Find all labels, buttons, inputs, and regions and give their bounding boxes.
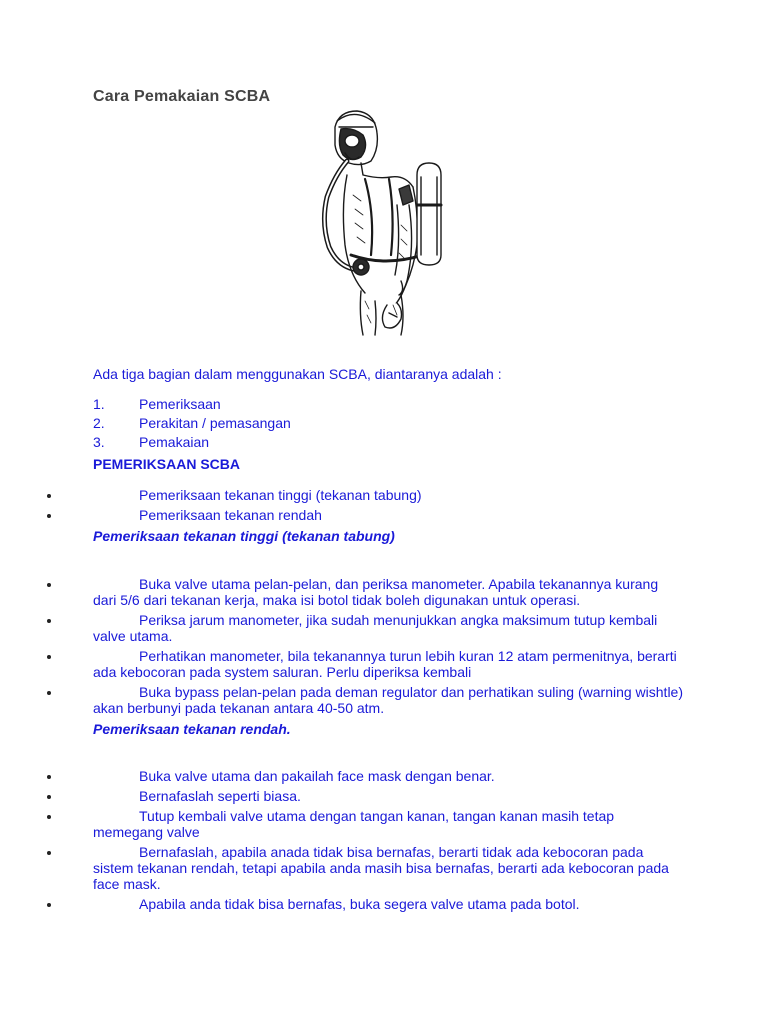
list-item-text: Tutup kembali valve utama dengan tangan kanan, tangan kanan masih tetap memegang valve [93,808,615,840]
bullet-dot-icon [47,583,51,587]
list-item-text: Apabila anda tidak bisa bernafas, buka segera valve utama pada botol. [139,896,580,912]
bullet-dot-icon [47,795,51,799]
overview-bullet-list [93,487,683,527]
list-item [93,896,683,912]
list-item-text: Buka valve utama dan pakailah face mask dengan benar. [139,768,495,784]
list-item [93,434,693,453]
bullet-dot-icon [47,494,51,498]
bullet-dot-icon [47,815,51,819]
list-item-text: Bernafaslah seperti biasa. [139,788,301,804]
list-item [93,844,683,892]
low-pressure-bullet-list [93,768,683,916]
list-item-text: Pemeriksaan [139,396,221,412]
list-item [93,648,683,680]
list-item [93,788,683,804]
bullet-dot-icon [47,514,51,518]
bullet-dot-icon [47,775,51,779]
list-item-text: Pemeriksaan tekanan rendah [139,507,322,523]
subsection-heading-low-pressure: Pemeriksaan tekanan rendah. [93,721,291,737]
list-item [93,576,683,608]
list-item [93,487,683,503]
bullet-dot-icon [47,619,51,623]
bullet-dot-icon [47,655,51,659]
list-item-number: 3. [93,434,105,450]
intro-text: Ada tiga bagian dalam menggunakan SCBA, diantaranya adalah : [93,366,502,382]
high-pressure-bullet-list [93,576,683,720]
list-item [93,684,683,716]
subsection-heading-high-pressure: Pemeriksaan tekanan tinggi (tekanan tabung) [93,528,395,544]
list-item [93,507,683,523]
bullet-dot-icon [47,851,51,855]
list-item [93,396,693,415]
list-item [93,415,693,434]
list-item-number: 2. [93,415,105,431]
scba-wearer-illustration [305,105,465,337]
list-item-text: Buka valve utama pelan-pelan, dan periksa manometer. Apabila tekanannya kurang dari 5/6 dari tekanan kerja, maka isi botol tidak boleh digunakan untuk operasi. [93,576,659,608]
bullet-dot-icon [47,691,51,695]
list-item-text: Perakitan / pemasangan [139,415,291,431]
list-item-text: Pemakaian [139,434,210,450]
page-title: Cara Pemakaian SCBA [93,88,271,105]
list-item-text: Pemeriksaan tekanan tinggi (tekanan tabung) [139,487,422,503]
list-item-number: 1. [93,396,105,412]
steps-numbered-list [93,396,693,453]
list-item-text: Bernafaslah, apabila anada tidak bisa bernafas, berarti tidak ada kebocoran pada sistem tekanan rendah, tetapi apabila anda masih bisa bernafas, berarti ada kebocoran pada face mask. [93,844,669,892]
bullet-dot-icon [47,903,51,907]
list-item-text: Periksa jarum manometer, jika sudah menunjukkan angka maksimum tutup kembali valve utama. [93,612,658,644]
list-item [93,768,683,784]
list-item [93,612,683,644]
section-heading: PEMERIKSAAN SCBA [93,456,241,472]
list-item-text: Buka bypass pelan-pelan pada deman regulator dan perhatikan suling (warning wishtle) akan berbunyi pada tekanan antara 40-50 atm. [93,684,684,716]
list-item [93,808,683,840]
list-item-text: Perhatikan manometer, bila tekanannya turun lebih kuran 12 atam permenitnya, berarti ada kebocoran pada system saluran. Perlu diperiksa kembali [93,648,677,680]
